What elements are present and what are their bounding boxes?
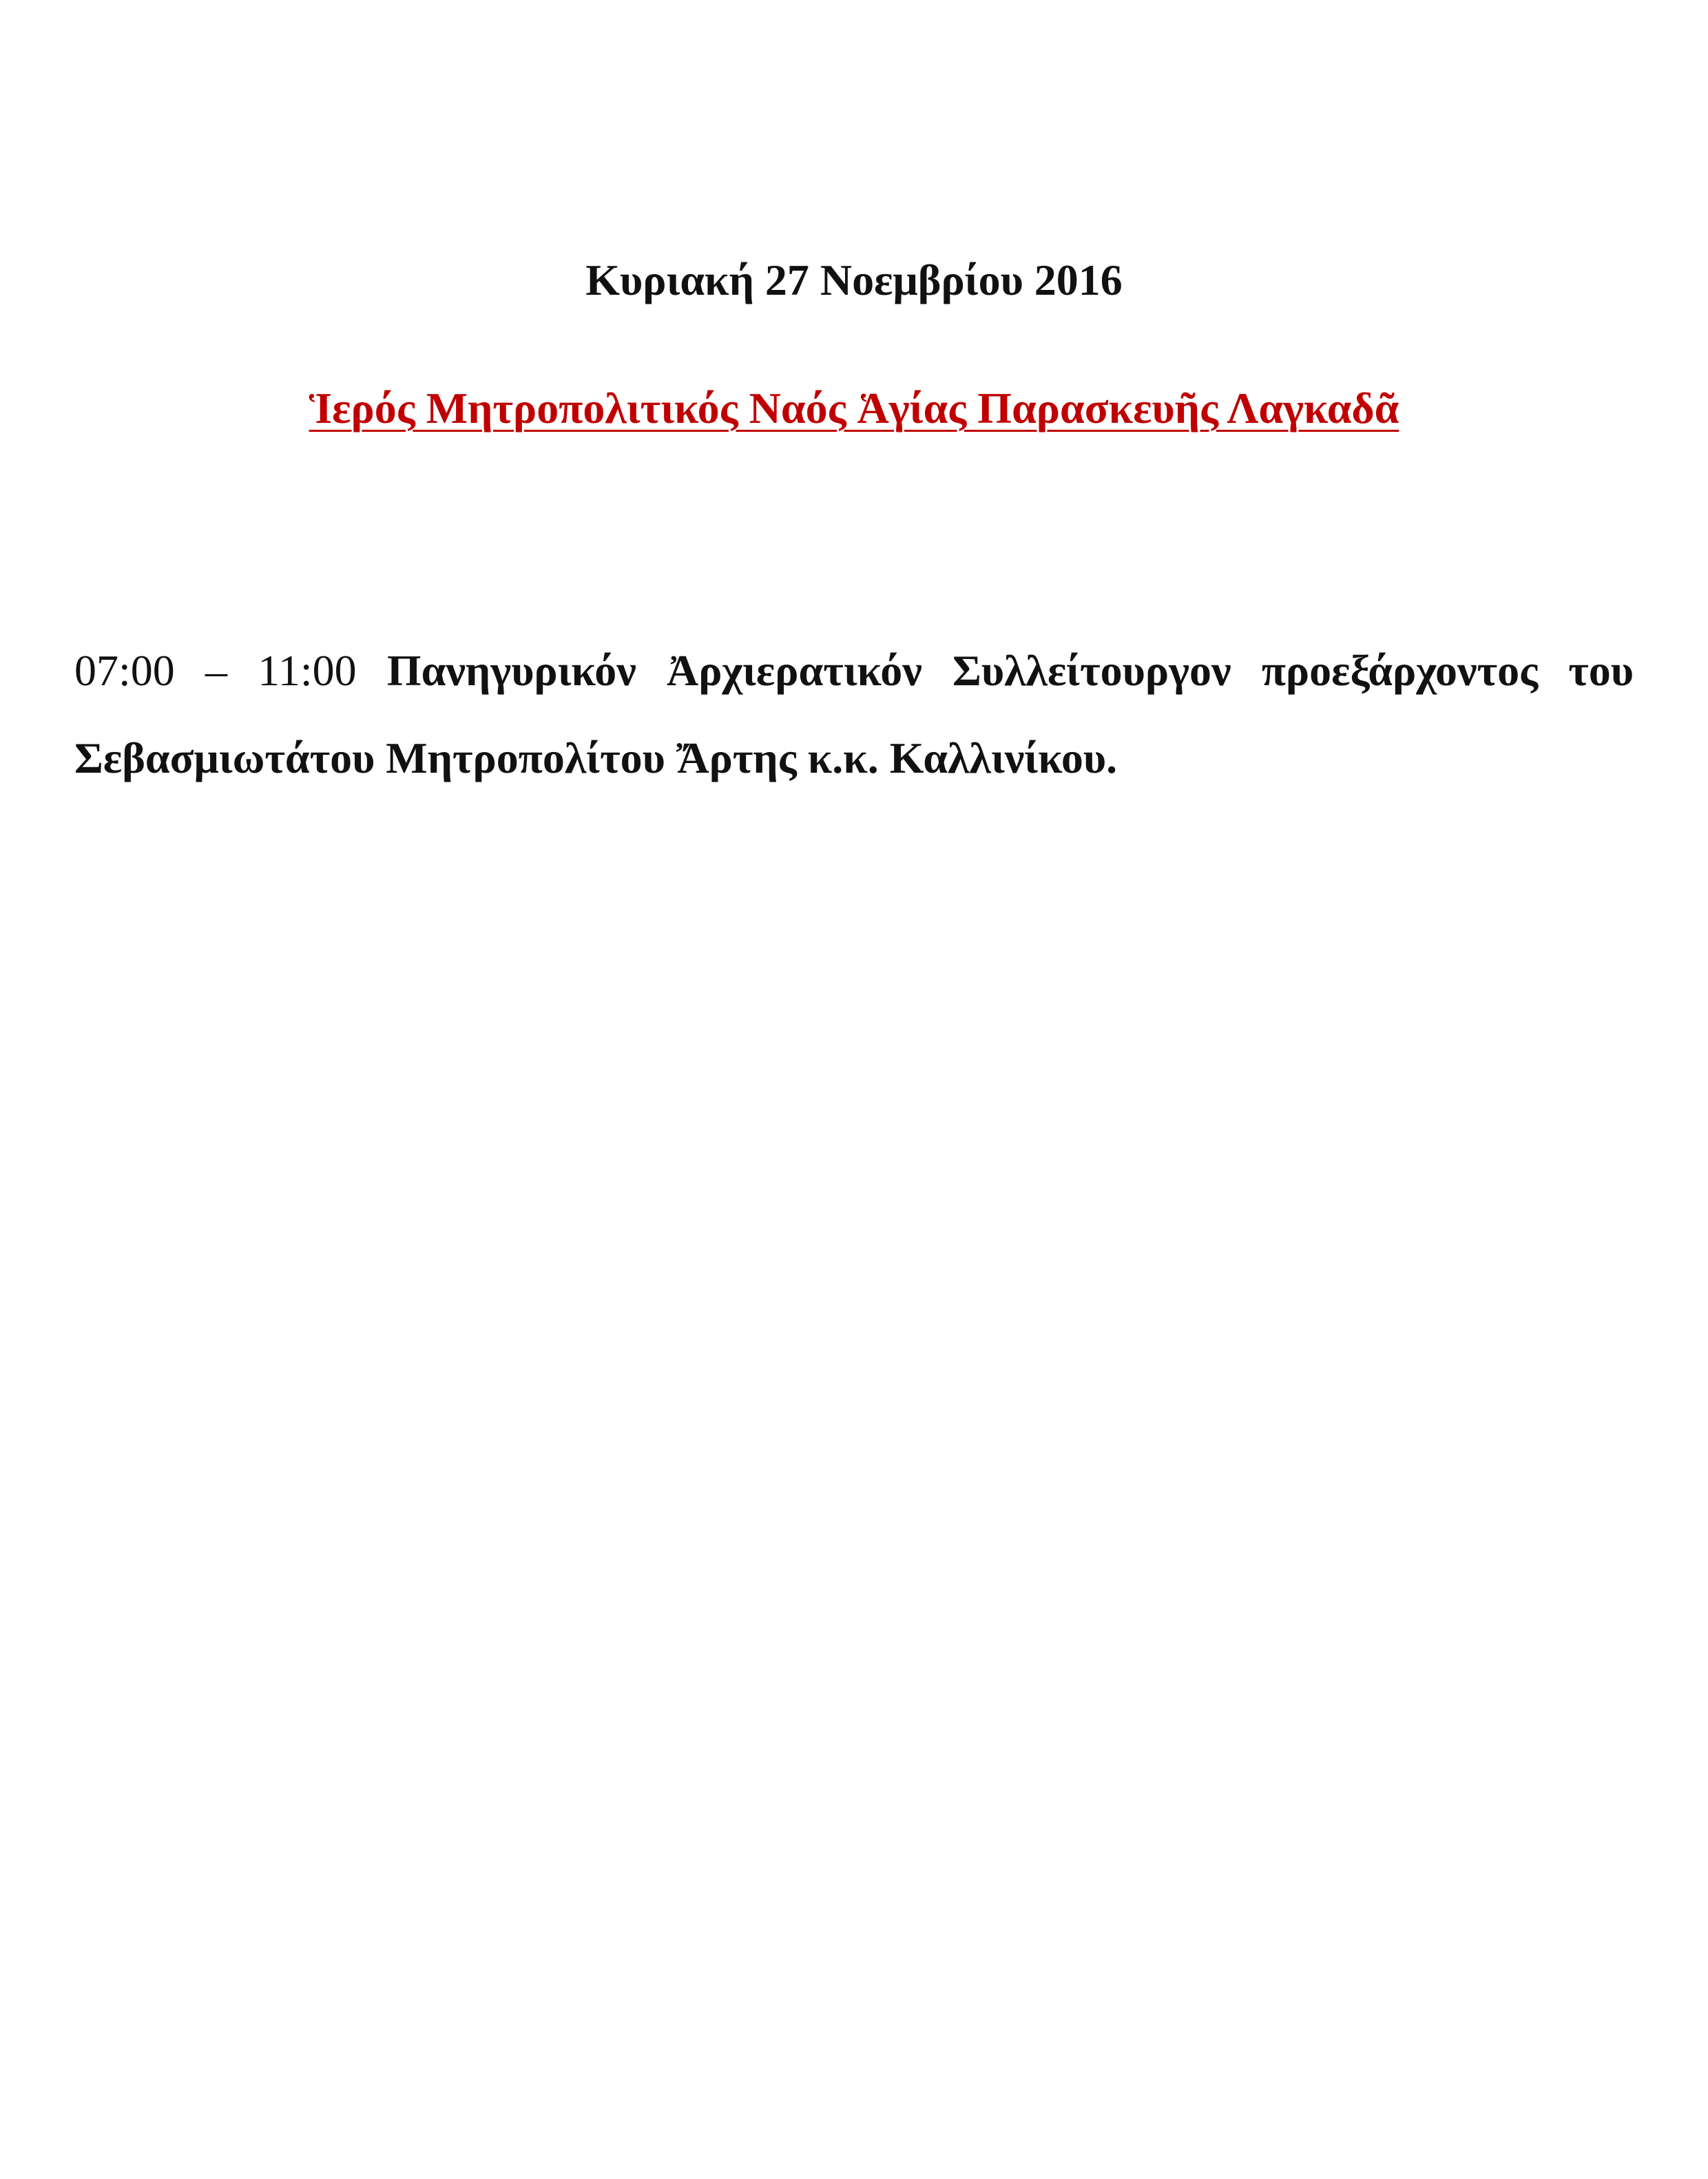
schedule-event: Πανηγυρικόν Ἀρχιερατικόν Συλλείτουργον προεξάρχοντος του Σεβασμιωτάτου Μητροπολίτου Ἄρτης κ.κ. Καλλινίκου. <box>74 646 1634 782</box>
church-heading: Ἱερός Μητροπολιτικός Ναός Ἁγίας Παρασκευῆς Λαγκαδᾶ <box>309 384 1399 432</box>
schedule-time: 07:00 – 11:00 <box>74 646 357 695</box>
schedule-entry <box>74 627 1634 802</box>
date-heading: Κυριακή 27 Νοεμβρίου 2016 <box>585 256 1123 304</box>
